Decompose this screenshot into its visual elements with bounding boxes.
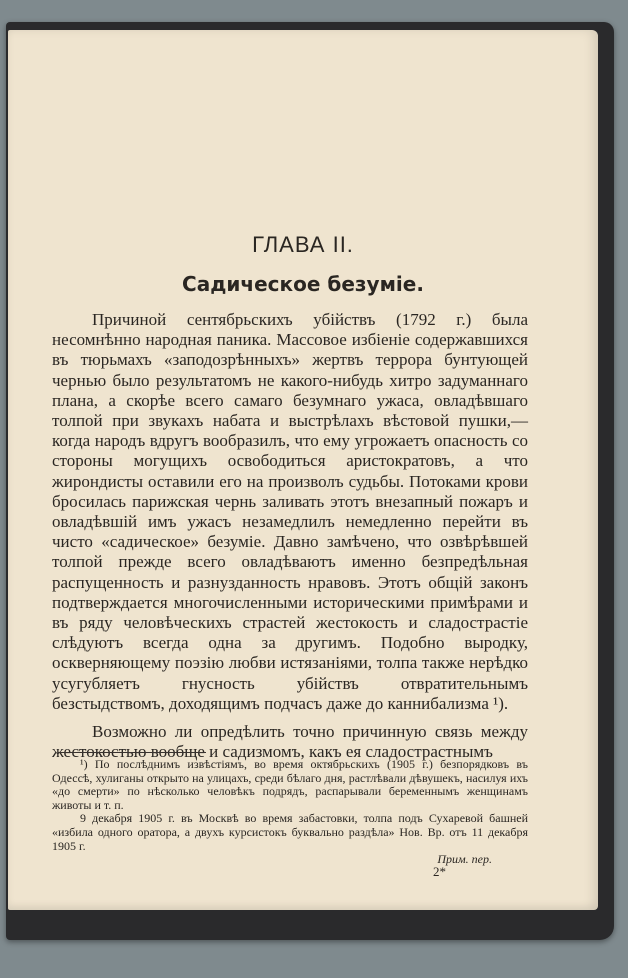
- chapter-title: Садическое безуміе.: [182, 272, 424, 296]
- main-text: [52, 310, 528, 762]
- footnotes: [52, 758, 528, 867]
- paragraph-1: Причиной сентябрьскихъ убійствъ (1792 г.) была несомнѣнно народная паника. Массовое избіеніе содержавшихся въ тюрьмахъ «заподозрѣнныхъ» жертвъ террора бунтующей чернью было результатомъ не какого-нибудь хитро задуманнаго плана, а скорѣе всего самаго безумнаго ужаса, овладѣвшаго толпой при звукахъ набата и выстрѣлахъ вѣстовой пушки,—когда народъ вдругъ вообразилъ, что ему угрожаетъ опасность со стороны могущихъ освободиться аристократовъ, а что жирондисты оставили его на произволъ судьбы. Потоками крови бросилась парижская чернь заливать этотъ внезапный пожаръ и овладѣвшій имъ ужасъ незамедлилъ немедленно перейти въ чисто «садическое» безуміе. Давно замѣчено, что озвѣрѣвшей толпой прежде всего овладѣваютъ именно безпредѣльная распущенность и разнузданность нравовъ. Этотъ общій законъ подтверждается многочисленными историческими примѣрами и въ ряду человѣческихъ страстей жестокость и сладострастіе слѣдуютъ всегда одна за другимъ. Подобно выродку, оскверняющему поэзію любви истязаніями, толпа также нерѣдко усугубляетъ гнусность убійствъ отвратительнымъ безстыдствомъ, доходящимъ подчасъ даже до каннибализма ¹).: [52, 310, 528, 713]
- book-page: [8, 30, 598, 910]
- footnote-2: 9 декабря 1905 г. въ Москвѣ во время забастовки, толпа подъ Сухаревой башней «избила одного оратора, а двухъ курсистокъ буквально раздѣла» Нов. Вр. отъ 11 декабря 1905 г.: [52, 811, 528, 853]
- footnote-divider: [58, 752, 206, 753]
- paragraph-2: Возможно ли опредѣлить точно причинную связь между жестокостью вообще и садизмомъ, какъ ея сладострастнымъ: [52, 722, 528, 762]
- translator-note-mark: Прим. пер.: [437, 852, 492, 867]
- signature-mark: 2*: [433, 864, 446, 879]
- footnote-1: ¹) По послѣднимъ извѣстіямъ, во время октябрьскихъ (1905 г.) безпорядковъ въ Одессѣ, хулиганы открыто на улицахъ, среди бѣлаго дня, растлѣвали дѣвушекъ, насилуя ихъ «до смерти» по нѣсколько человѣкъ подрядъ, распарывали беременнымъ женщинамъ животы и т. п.: [52, 757, 528, 812]
- chapter-heading: ГЛАВА II.: [252, 232, 354, 257]
